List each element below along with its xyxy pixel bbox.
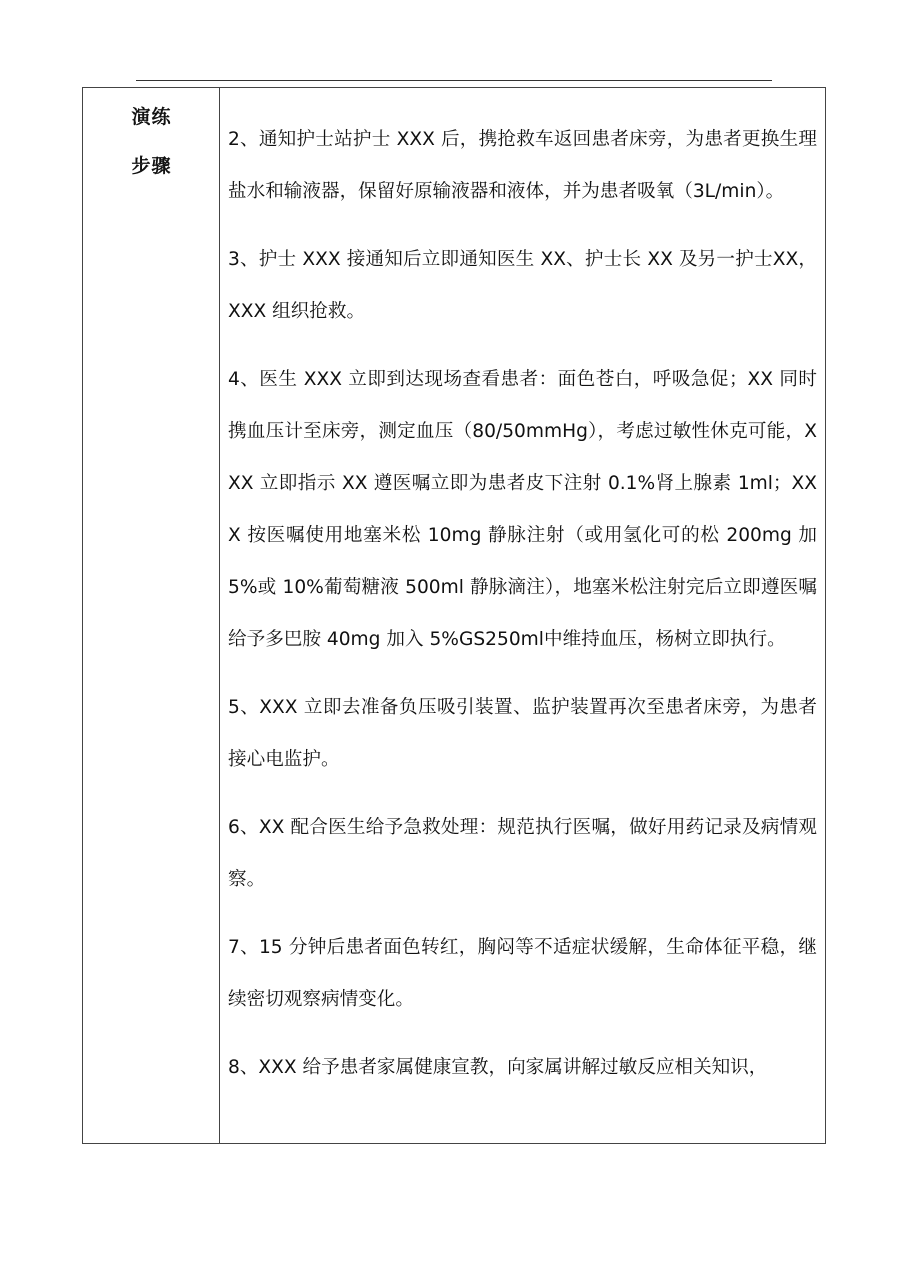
step-3: 3、护士 XXX 接通知后立即通知医生 XX、护士长 XX 及另一护士XX，XXX 组织抢救。 (228, 249, 817, 322)
drill-steps-table (82, 87, 826, 1144)
step-7: 7、15 分钟后患者面色转红，胸闷等不适症状缓解，生命体征平稳，继续密切观察病情变化。 (228, 937, 817, 1010)
step-2: 2、通知护士站护士 XXX 后，携抢救车返回患者床旁，为患者更换生理盐水和输液器，保留好原输液器和液体，并为患者吸氧（3L/min）。 (228, 129, 817, 202)
step-4: 4、医生 XXX 立即到达现场查看患者：面色苍白，呼吸急促；XX 同时携血压计至床旁，测定血压（80/50mmHg），考虑过敏性休克可能，XXX 立即指示 XX 遵医嘱立即为患者皮下注射 0.1%肾上腺素 1ml；XXX 按医嘱使用地塞米松 10mg 静脉注射（或用氢化可的松 200mg 加 5%或 10%葡萄糖液 500ml 静脉滴注），地塞米松注射完后立即遵医嘱给予多巴胺 40mg 加入 5%GS250ml中维持血压，杨树立即执行。 (228, 369, 817, 650)
label-line-1: 演练 (131, 106, 172, 128)
step-6: 6、XX 配合医生给予急救处理：规范执行医嘱，做好用药记录及病情观察。 (228, 817, 817, 890)
steps-cell (220, 88, 825, 1143)
step-5: 5、XXX 立即去准备负压吸引装置、监护装置再次至患者床旁，为患者接心电监护。 (228, 697, 817, 770)
label-cell (83, 88, 220, 1143)
step-8: 8、XXX 给予患者家属健康宣教，向家属讲解过敏反应相关知识， (228, 1057, 768, 1078)
label-line-2: 步骤 (131, 155, 172, 177)
header-rule (136, 80, 772, 81)
